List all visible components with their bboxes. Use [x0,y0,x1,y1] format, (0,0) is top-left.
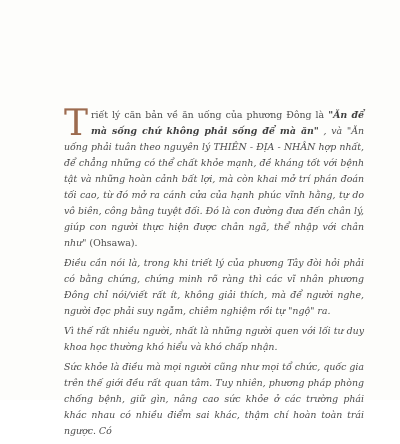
paragraph-1 [64,103,365,252]
paragraph-4: Sức khỏe là điều mà mọi người cũng như mọi tổ chức, quốc gia trên thế giới đều rất quan tâm. Tuy nhiên, phương pháp phòng chống bệnh, giữ gìn, nâng cao sức khỏe ở các trường phái khác nhau có nhiều điểm sai khác, thậm chí hoàn toàn trái ngược. Có [64,362,364,437]
paragraph-1-run-3: , và "Ăn uống phải tuân theo nguyên lý THIÊN - ĐỊA - NHÂN hợp nhất, để chẳng những có thể chất khỏe mạnh, đề kháng tốt với bệnh tật và những hoàn cảnh bất lợi, mà còn khai mở trí phán đoán tối cao, từ đó mở ra cánh cửa của hạnh phúc vĩnh hằng, tự do vô biên, công bằng tuyệt đối. Đó là con đường đưa đến chân lý, giúp con người thực hiện được chân ngã, thể nhập với chân như" [64,126,365,249]
body-text [64,103,365,444]
paragraph-1-citation: (Ohsawa). [89,238,138,249]
paragraph-1-run-1: riết lý căn bản về ăn uống của phương Đông là [91,110,329,121]
drop-cap: T [64,103,89,144]
paragraph-3: Vì thế rất nhiều người, nhất là những người quen với lối tư duy khoa học thường khó hiểu và khó chấp nhận. [64,326,364,353]
paragraph-2: Điều cần nói là, trong khi triết lý của phương Tây đòi hỏi phải có bằng chứng, chứng minh rõ ràng thì các vĩ nhân phương Đông chỉ nói/viết rất ít, không giải thích, mà để người nghe, người đọc phải suy ngẫm, chiêm nghiệm rồi tự "ngộ" ra. [64,258,364,317]
paragraph-1-quote-bold: "Ăn để mà sống chứ không phải sống để mà ăn" [91,110,364,137]
